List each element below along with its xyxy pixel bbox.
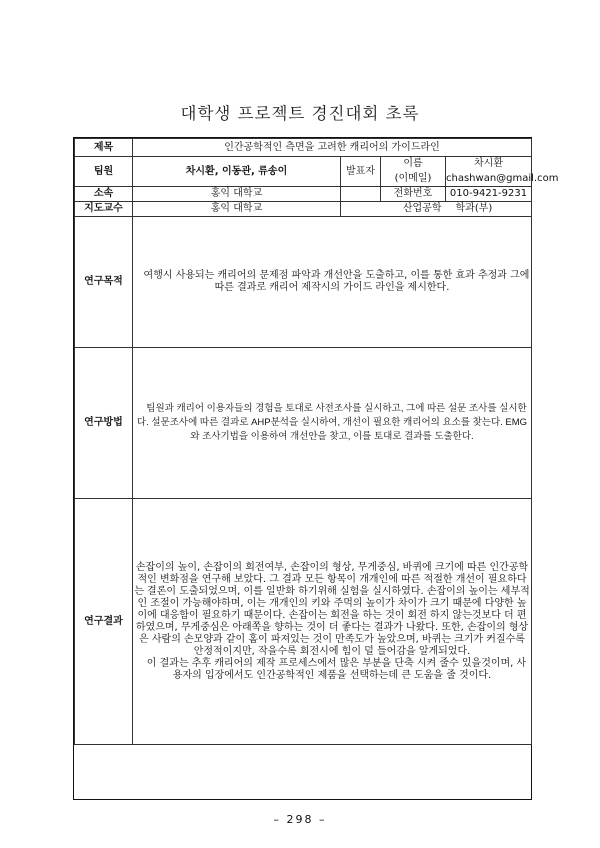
name-value: 차시환 — [446, 157, 532, 172]
team-label: 팀원 — [75, 157, 133, 187]
result-label: 연구결과 — [75, 499, 133, 745]
title-value: 인간공학적인 측면을 고려한 캐리어의 가이드라인 — [133, 139, 532, 157]
title-label: 제목 — [75, 139, 133, 157]
advisor-label: 지도교수 — [75, 202, 133, 217]
result-text-cell — [133, 499, 532, 745]
title-row — [75, 139, 532, 157]
result-text-1: 손잡이의 높이, 손잡이의 회전여부, 손잡이의 형상, 무게중심, 바퀴에 크기에 따른 인간공학적인 변화점을 연구해 보았다. 그 결과 모든 항목이 개개인에 따른 적절한 개선이 필요하다는 결론이 도출되었으며, 이를 일반화 하기위해 실험을 실시하였다. 손잡이의 높이는 세부적인 조절이 가능해야하며, 이는 개개인의 키와 주먹의 높이가 차이가 크기 때문에 다양한 높이에 대응함이 필요하기 때문이다. 손잡이는 회전을 하는 것이 회전 하지 않는것보다 더 편하였으며, 무게중심은 아래쪽을 향하는 것이 더 좋다는 결과가 나왔다. 또한, 손잡이의 형상은 사람의 손모양과 같이 홈이 파져있는 것이 만족도가 높았으며, 바퀴는 크기가 커질수록 안정적이지만, 작을수록 회전시에 힘이 덜 들어감을 알게되었다. — [134, 561, 530, 657]
method-text-cell — [133, 348, 532, 499]
email-label: (이메일) — [381, 172, 446, 187]
phone-label: 전화번호 — [381, 187, 446, 202]
purpose-text-cell — [133, 217, 532, 348]
purpose-text: 여행시 사용되는 캐리어의 문제점 파악과 개선안을 도출하고, 이를 통한 효과 추정과 그에 따른 결과로 캐리어 제작시의 가이드 라인을 제시한다. — [143, 270, 530, 293]
affiliation-label: 소속 — [75, 187, 133, 202]
method-row — [75, 348, 532, 499]
presenter-label: 발표자 — [341, 157, 381, 187]
page-number: – 298 – — [273, 813, 327, 826]
phone-value: 010-9421-9231 — [446, 187, 532, 202]
email-value: chashwan@gmail.com — [446, 172, 532, 187]
method-label: 연구방법 — [75, 348, 133, 499]
advisor-dept-suffix: 학과(부) — [446, 202, 532, 217]
affiliation-row — [75, 187, 532, 202]
document-title: 대학생 프로젝트 경진대회 초록 — [180, 104, 420, 123]
affiliation-value: 홍익 대학교 — [133, 187, 341, 202]
advisor-value: 홍익 대학교 — [133, 202, 341, 217]
advisor-row — [75, 202, 532, 217]
team-row — [75, 157, 532, 172]
result-text-2: 이 결과는 추후 캐리어의 제작 프로세스에서 많은 부분을 단축 시켜 줄수 있을것이며, 사용자의 입장에서도 인간공학적인 제품을 선택하는데 큰 도움을 줄 것이다. — [146, 657, 527, 681]
purpose-row — [75, 217, 532, 348]
purpose-label: 연구목적 — [75, 217, 133, 348]
team-value: 차시환, 이동관, 류송이 — [133, 157, 341, 187]
advisor-dept: 산업공학 — [341, 202, 446, 217]
name-label: 이름 — [381, 157, 446, 172]
method-text: 팀원과 캐리어 이용자들의 경험을 토대로 사전조사를 실시하고, 그에 따른 설문 조사를 실시한다. 설문조사에 따른 결과로 AHP분석을 실시하여, 개선이 필요한 캐리어의 요소를 찾는다. EMG와 조사기법을 이용하여 개선안을 찾고, 이를 토대로 결과를 도출한다. — [136, 403, 528, 442]
result-row — [75, 499, 532, 745]
abstract-form-table — [74, 138, 559, 745]
